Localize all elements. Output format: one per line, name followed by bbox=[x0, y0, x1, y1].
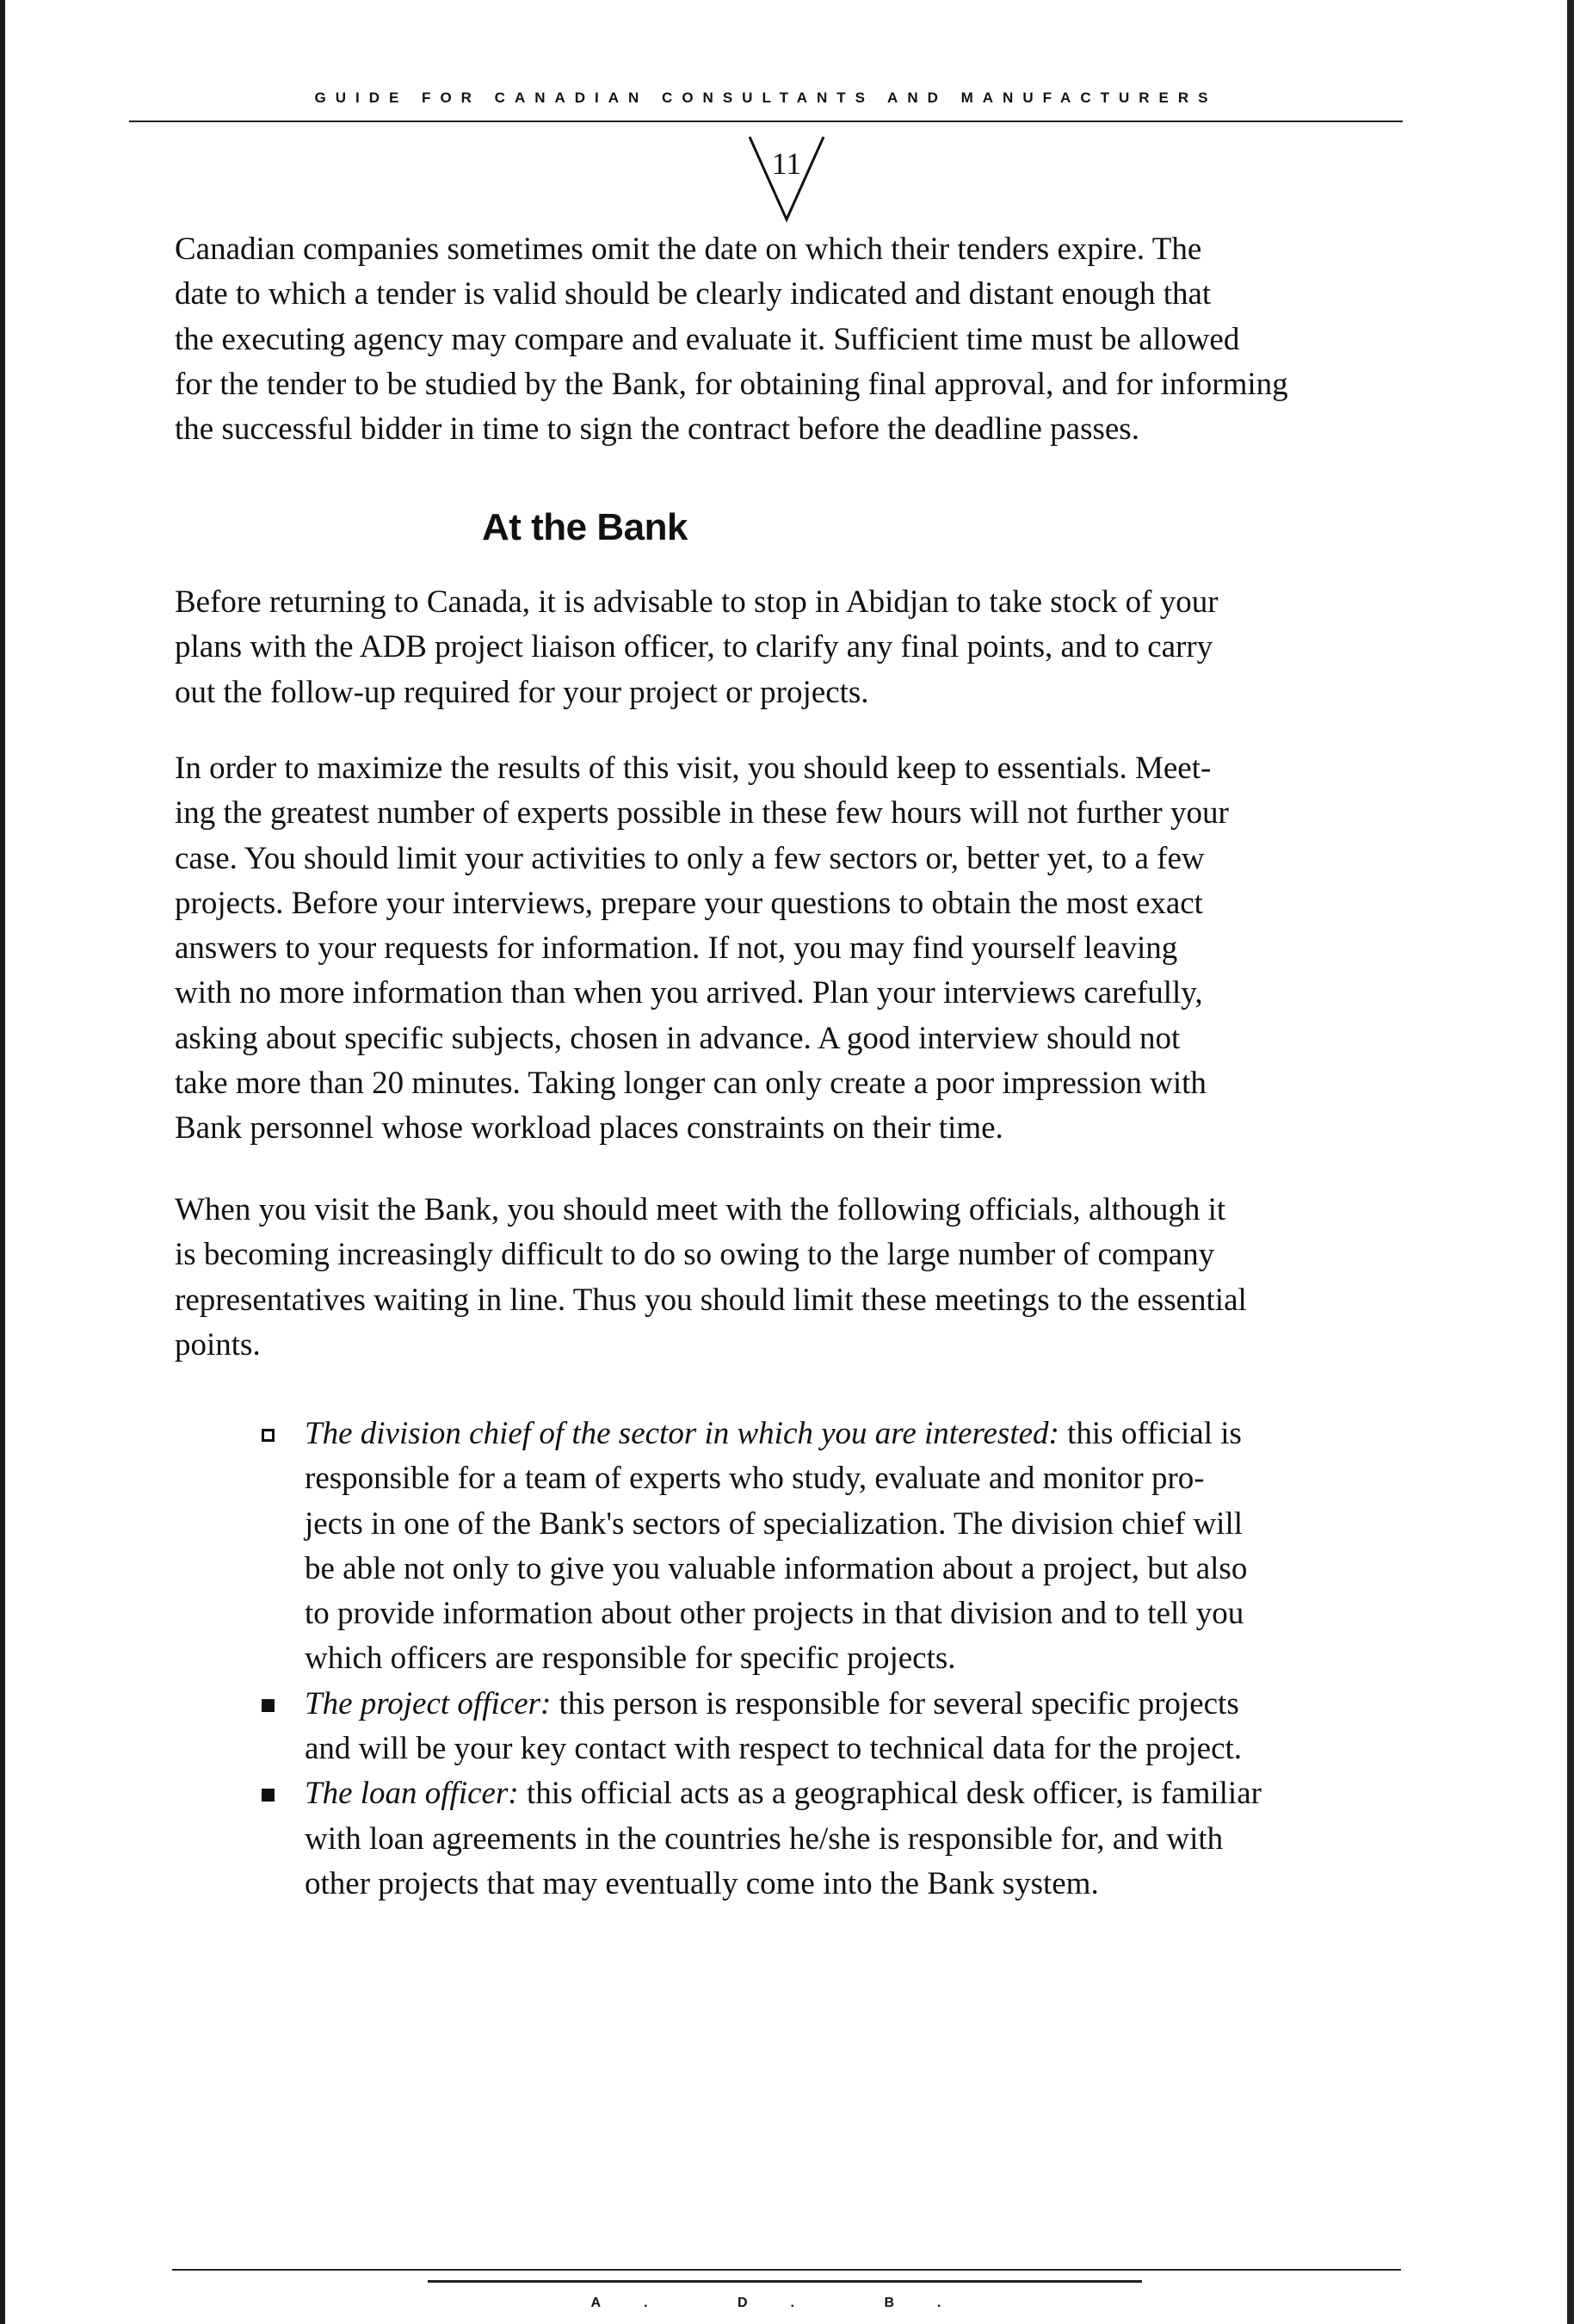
header-rule bbox=[129, 121, 1403, 122]
text-line: responsible for a team of experts who study, evaluate and monitor pro- bbox=[305, 1461, 1205, 1497]
official-title: The division chief of the sector in which you are interested: bbox=[305, 1416, 1059, 1451]
page-number-marker bbox=[746, 132, 827, 226]
footer-rule bbox=[172, 2269, 1401, 2271]
text-line: take more than 20 minutes. Taking longer can only create a poor impression with bbox=[175, 1066, 1207, 1102]
text-line: this official is bbox=[1059, 1416, 1242, 1451]
paragraph-abidjan-visit bbox=[175, 580, 1397, 715]
text-line: date to which a tender is valid should be clearly indicated and distant enough that bbox=[175, 276, 1212, 312]
text-line: other projects that may eventually come into the Bank system. bbox=[305, 1865, 1099, 1901]
officials-list bbox=[255, 1412, 1408, 1907]
text-line: out the follow-up required for your project or projects. bbox=[175, 674, 869, 710]
text-line: be able not only to give you valuable information about a project, but also bbox=[305, 1550, 1248, 1586]
text-line: jects in one of the Bank's sectors of specialization. The division chief will bbox=[305, 1505, 1244, 1542]
text-line: which officers are responsible for specific projects. bbox=[305, 1641, 956, 1677]
list-item bbox=[255, 1682, 1408, 1772]
text-line: When you visit the Bank, you should meet with the following officials, although it bbox=[175, 1192, 1226, 1227]
scan-edge-left bbox=[0, 0, 5, 2324]
text-line: this person is responsible for several specific projects bbox=[551, 1685, 1239, 1721]
text-line: case. You should limit your activities to only a few sectors or, better yet, to a few bbox=[175, 840, 1205, 876]
text-line: plans with the ADB project liaison officer, to clarify any final points, and to carry bbox=[175, 629, 1213, 665]
text-line: points. bbox=[175, 1326, 261, 1363]
page-number: 11 bbox=[771, 146, 802, 181]
text-line: for the tender to be studied by the Bank, for obtaining final approval, and for informing bbox=[175, 366, 1288, 402]
text-line: the successful bidder in time to sign the contract before the deadline passes. bbox=[175, 411, 1139, 448]
text-line: the executing agency may compare and evaluate it. Sufficient time must be allowed bbox=[175, 321, 1240, 357]
official-title: The project officer: bbox=[305, 1685, 552, 1721]
text-line: representatives waiting in line. Thus you should limit these meetings to the essential bbox=[175, 1282, 1247, 1318]
footer-rule-short bbox=[428, 2280, 1142, 2283]
scan-edge-right bbox=[1567, 0, 1574, 2324]
square-bullet-icon bbox=[262, 1699, 275, 1712]
text-line: projects. Before your interviews, prepare your questions to obtain the most exact bbox=[175, 885, 1203, 921]
footer-mark: A. D. B. bbox=[590, 2296, 985, 2310]
text-line: this official acts as a geographical desk officer, is familiar bbox=[518, 1776, 1262, 1812]
text-line: with no more information than when you arrived. Plan your interviews carefully, bbox=[175, 975, 1203, 1011]
text-line: answers to your requests for information. If not, you may find yourself leaving bbox=[175, 930, 1178, 967]
text-line: Before returning to Canada, it is advisable to stop in Abidjan to take stock of your bbox=[175, 584, 1219, 620]
text-line: In order to maximize the results of this visit, you should keep to essentials. Meet- bbox=[175, 751, 1212, 786]
text-line: Bank personnel whose workload places constraints on their time. bbox=[175, 1110, 1003, 1147]
paragraph-interview-advice bbox=[175, 746, 1397, 1152]
square-bullet-icon bbox=[262, 1789, 275, 1802]
text-line: to provide information about other projects in that division and to tell you bbox=[305, 1596, 1244, 1632]
text-line: ing the greatest number of experts possible in these few hours will not further your bbox=[175, 795, 1229, 831]
intro-paragraph bbox=[175, 227, 1397, 452]
list-item bbox=[255, 1412, 1408, 1682]
official-title: The loan officer: bbox=[305, 1776, 519, 1812]
text-line: and will be your key contact with respect to technical data for the project. bbox=[305, 1731, 1243, 1767]
running-header: GUIDE FOR CANADIAN CONSULTANTS AND MANUFACTURERS bbox=[314, 90, 1218, 106]
text-line: with loan agreements in the countries he/she is responsible for, and with bbox=[305, 1820, 1224, 1857]
list-item bbox=[255, 1771, 1408, 1907]
square-bullet-icon bbox=[262, 1429, 275, 1442]
paragraph-officials-intro bbox=[175, 1188, 1397, 1368]
text-line: is becoming increasingly difficult to do so owing to the large number of company bbox=[175, 1237, 1215, 1273]
text-line: asking about specific subjects, chosen in advance. A good interview should not bbox=[175, 1020, 1181, 1056]
section-heading: At the Bank bbox=[482, 506, 688, 548]
text-line: Canadian companies sometimes omit the date on which their tenders expire. The bbox=[175, 232, 1202, 267]
